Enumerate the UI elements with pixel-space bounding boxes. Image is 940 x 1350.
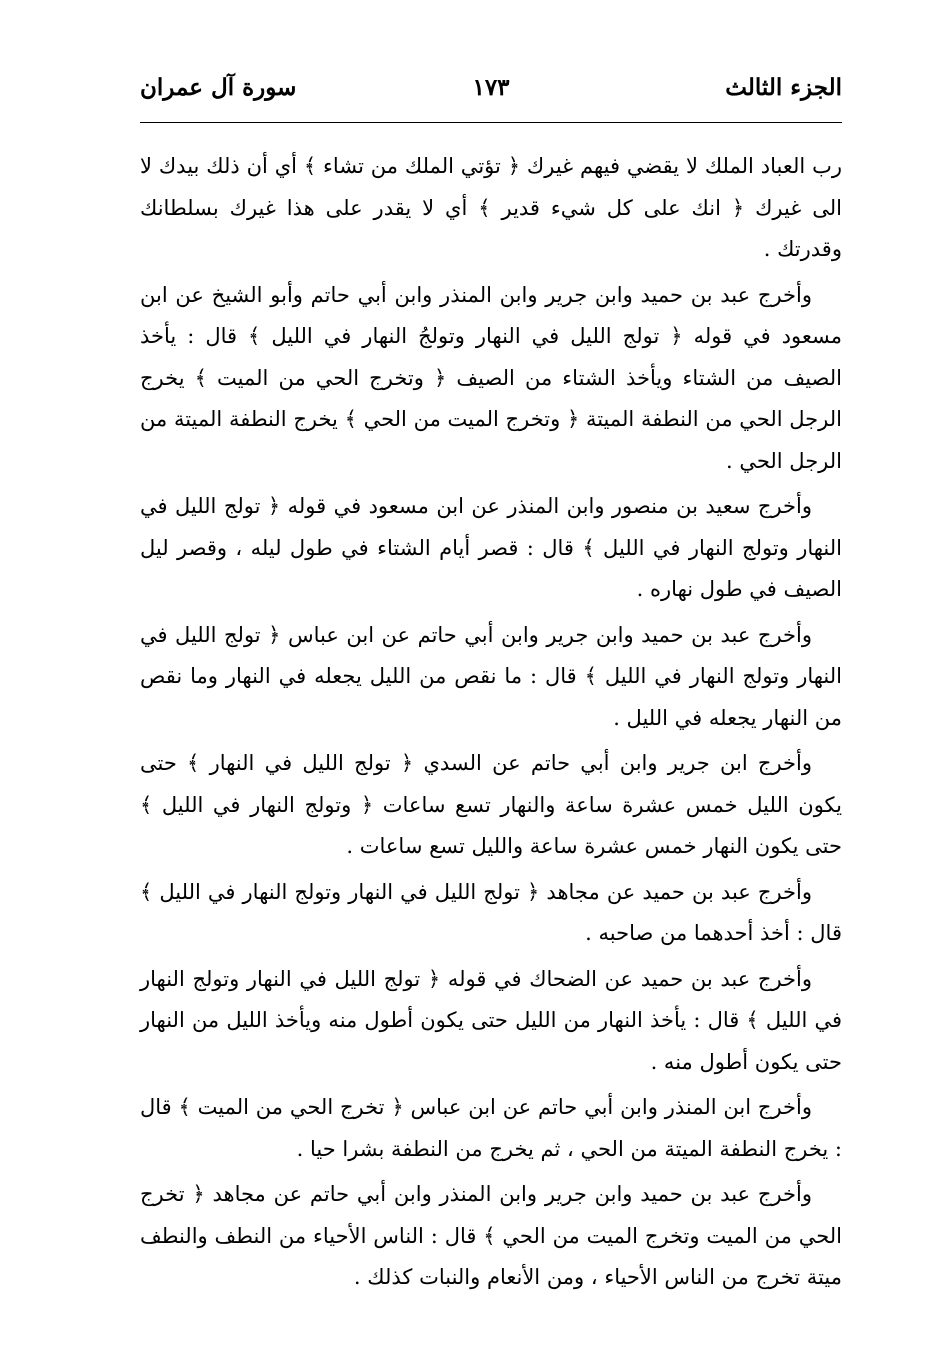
paragraph: وأخرج ابن جرير وابن أبي حاتم عن السدي ﴿ تولج الليل في النهار ﴾ حتى يكون الليل خمس عشرة ساعة والنهار تسع ساعات ﴿ وتولج النهار في الليل ﴾ حتى يكون النهار خمس عشرة ساعة والليل تسع ساعات .: [140, 751, 842, 858]
running-header: [140, 68, 842, 108]
paragraph: وأخرج ابن المنذر وابن أبي حاتم عن ابن عباس ﴿ تخرج الحي من الميت ﴾ قال : يخرج النطفة الميتة من الحي ، ثم يخرج من النطفة بشرا حيا .: [140, 1095, 842, 1161]
surah-title: سورة آل عمران: [140, 74, 297, 101]
header-rule: [140, 122, 842, 123]
paragraph: وأخرج سعيد بن منصور وابن المنذر عن ابن مسعود في قوله ﴿ تولج الليل في النهار وتولج النهار في الليل ﴾ قال : قصر أيام الشتاء في طول ليله ، وقصر ليل الصيف في طول نهاره .: [140, 494, 842, 601]
page-body: [140, 146, 842, 1303]
page-number: ١٧٣: [472, 74, 510, 101]
paragraph: وأخرج عبد بن حميد وابن جرير وابن المنذر وابن أبي حاتم عن مجاهد ﴿ تخرج الحي من الميت وتخرج الميت من الحي ﴾ قال : الناس الأحياء من النطف والنطف ميتة تخرج من الناس الأحياء ، ومن الأنعام والنبات كذلك .: [140, 1182, 842, 1289]
paragraph: رب العباد الملك لا يقضي فيهم غيرك ﴿ تؤتي الملك من تشاء ﴾ أي أن ذلك بيدك لا الى غيرك ﴿ انك على كل شيء قدير ﴾ أي لا يقدر على هذا غيرك بسلطانك وقدرتك .: [140, 154, 842, 261]
paragraph: وأخرج عبد بن حميد وابن جرير وابن المنذر وابن أبي حاتم وأبو الشيخ عن ابن مسعود في قوله ﴿ تولج الليل في النهار وتولجُ النهار في الليل ﴾ قال : يأخذ الصيف من الشتاء ويأخذ الشتاء من الصيف ﴿ وتخرج الحي من الميت ﴾ يخرج الرجل الحي من النطفة الميتة ﴿ وتخرج الميت من الحي ﴾ يخرج النطفة الميتة من الرجل الحي .: [140, 282, 842, 473]
paragraph: وأخرج عبد بن حميد وابن جرير وابن أبي حاتم عن ابن عباس ﴿ تولج الليل في النهار وتولج النهار في الليل ﴾ قال : ما نقص من الليل يجعله في النهار وما نقص من النهار يجعله في الليل .: [140, 622, 842, 730]
paragraph: وأخرج عبد بن حميد عن مجاهد ﴿ تولج الليل في النهار وتولج النهار في الليل ﴾ قال : أخذ أحدهما من صاحبه .: [140, 879, 842, 945]
part-title: الجزء الثالث: [725, 74, 842, 101]
paragraph: وأخرج عبد بن حميد عن الضحاك في قوله ﴿ تولج الليل في النهار وتولج النهار في الليل ﴾ قال : يأخذ النهار من الليل حتى يكون أطول منه ويأخذ الليل من النهار حتى يكون أطول منه .: [140, 966, 842, 1074]
